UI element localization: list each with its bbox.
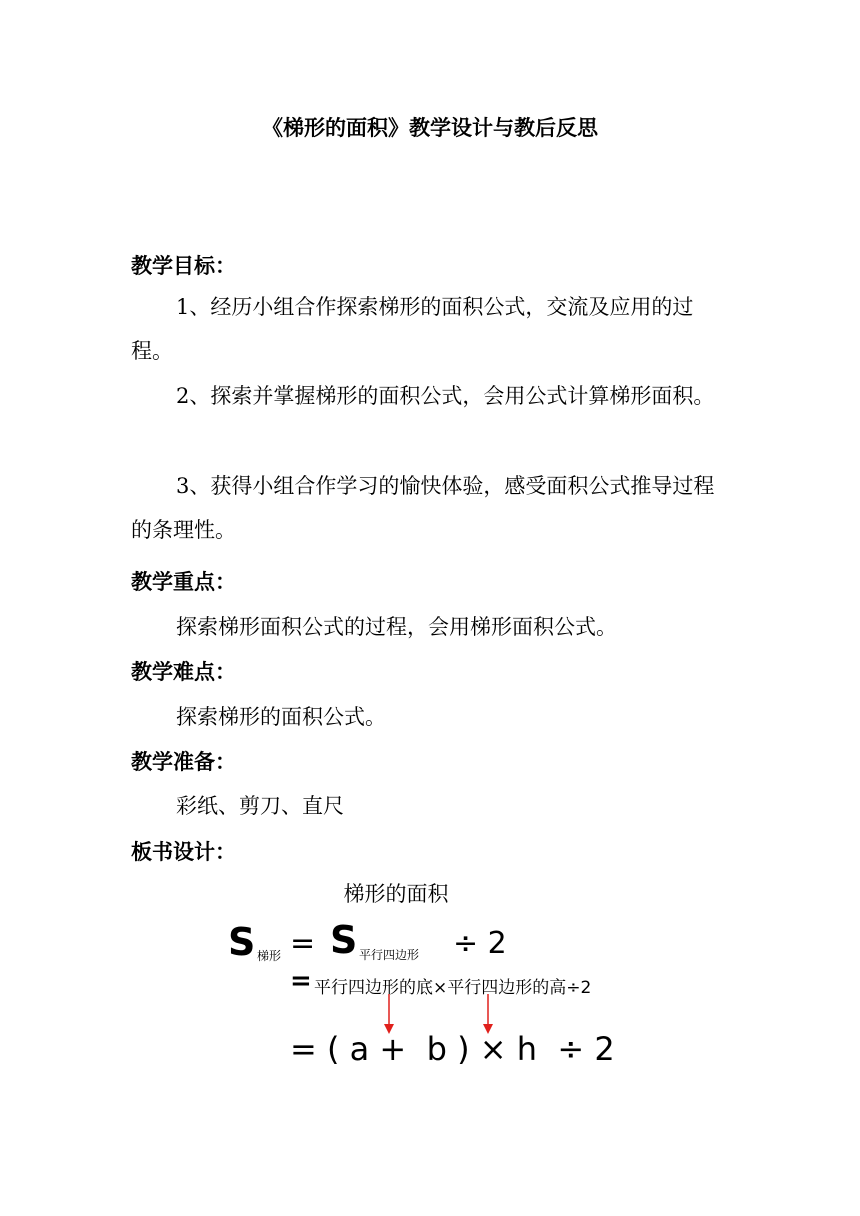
key-points-text: 探索梯形面积公式的过程，会用梯形面积公式。 (176, 615, 617, 639)
document-title: 《梯形的面积》教学设计与教后反思 (262, 116, 598, 140)
formula-line3: = ( a + b ) × h ÷ 2 (290, 1030, 615, 1068)
difficulty-text: 探索梯形的面积公式。 (176, 705, 386, 729)
key-points-heading: 教学重点： (131, 570, 236, 594)
formula-equals: = (290, 926, 316, 961)
arrow-down-icon (384, 994, 394, 1034)
arrow-down-icon (483, 994, 493, 1034)
objectives-heading: 教学目标： (131, 254, 236, 278)
formula-s-symbol: S (228, 920, 256, 964)
formula-s-symbol-2: S (330, 918, 358, 962)
board-design-heading: 板书设计： (131, 840, 236, 864)
formula-divide-two: ÷ 2 (453, 926, 507, 961)
formula-line2-text: 平行四边形的底×平行四边形的高÷2 (314, 978, 592, 998)
preparation-text: 彩纸、剪刀、直尺 (176, 794, 344, 818)
formula-line2-equals: = (290, 966, 312, 996)
board-title: 梯形的面积 (343, 882, 449, 906)
objective-item-2: 2、探索并掌握梯形的面积公式，会用公式计算梯形面积。 (176, 384, 715, 408)
objective-item-1: 1、经历小组合作探索梯形的面积公式，交流及应用的过程。 (131, 295, 694, 363)
objective-item-3: 3、获得小组合作学习的愉快体验，感受面积公式推导过程的条理性。 (131, 474, 715, 542)
formula-subscript-trapezoid: 梯形 (257, 949, 282, 963)
formula-subscript-parallelogram: 平行四边形 (359, 948, 420, 962)
preparation-heading: 教学准备： (131, 750, 236, 774)
difficulty-heading: 教学难点： (131, 660, 236, 684)
